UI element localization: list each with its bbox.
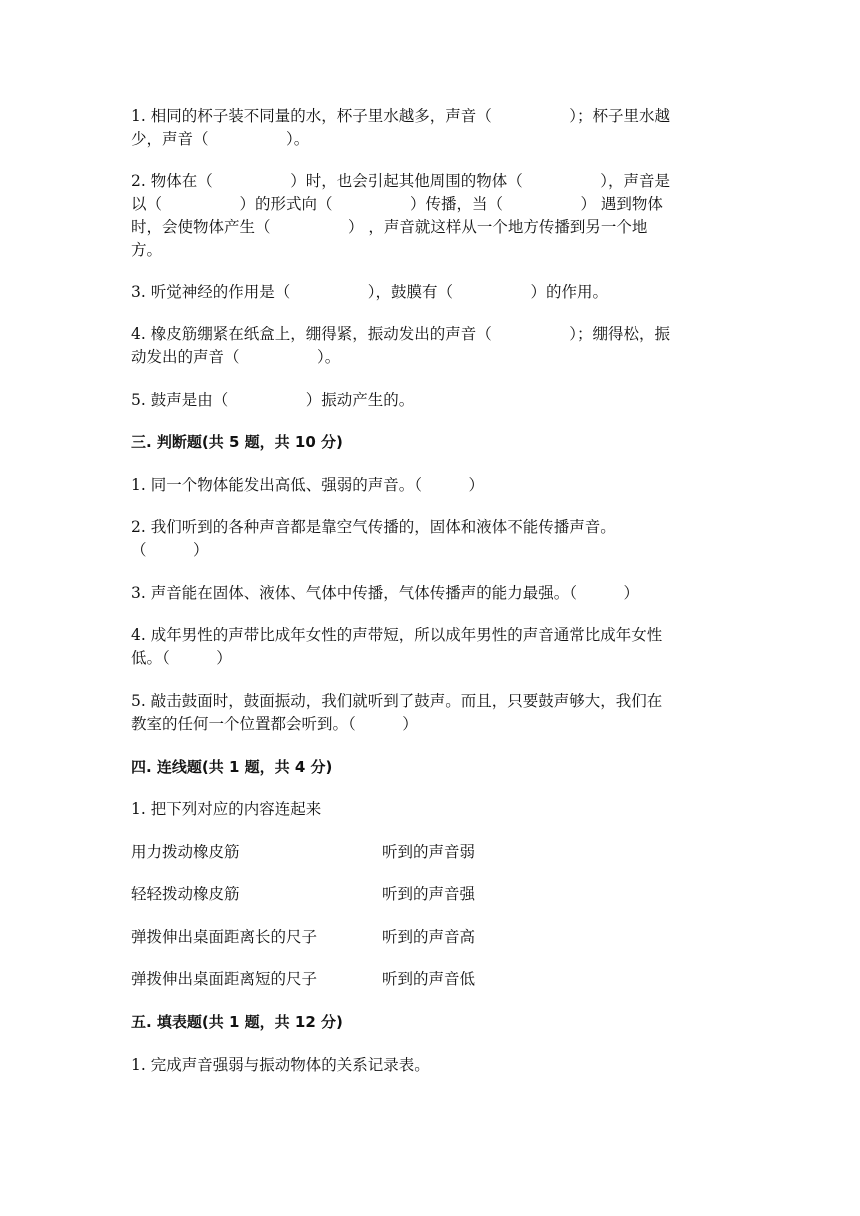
fill-q1-line2: 少，声音（ ）。 <box>131 130 310 148</box>
fill-q2-line1: 2. 物体在（ ）时，也会引起其他周围的物体（ ），声音是 <box>131 172 670 190</box>
judge-section-heading: 三. 判断题(共 5 题，共 10 分) <box>131 433 343 451</box>
match-left-item: 轻轻拨动橡皮筋 <box>131 885 240 903</box>
match-right-item: 听到的声音弱 <box>382 843 476 861</box>
match-q1-prompt: 1. 把下列对应的内容连起来 <box>131 800 322 818</box>
fill-q2-line3: 时，会使物体产生（ ） ，声音就这样从一个地方传播到另一个地 <box>131 218 648 236</box>
fill-q2-line4: 方。 <box>131 241 163 259</box>
judge-q1-line1: 1. 同一个物体能发出高低、强弱的声音。（ ） <box>131 476 484 494</box>
match-right-item: 听到的声音强 <box>382 885 476 903</box>
judge-q3-line1: 3. 声音能在固体、液体、气体中传播，气体传播声的能力最强。（ ） <box>131 584 639 602</box>
match-section-heading: 四. 连线题(共 1 题，共 4 分) <box>131 758 333 776</box>
judge-q4-line2: 低。（ ） <box>131 649 232 667</box>
match-left-item: 弹拨伸出桌面距离短的尺子 <box>131 970 318 988</box>
fill-q4-line1: 4. 橡皮筋绷紧在纸盒上，绷得紧，振动发出的声音（ ）；绷得松，振 <box>131 325 670 343</box>
judge-q5-line2: 教室的任何一个位置都会听到。（ ） <box>131 715 418 733</box>
fill-q3-line1: 3. 听觉神经的作用是（ ），鼓膜有（ ）的作用。 <box>131 283 608 301</box>
match-right-item: 听到的声音低 <box>382 970 476 988</box>
fill-q4-line2: 动发出的声音（ ）。 <box>131 348 341 366</box>
table-q1-prompt: 1. 完成声音强弱与振动物体的关系记录表。 <box>131 1056 430 1074</box>
fill-q2-line2: 以（ ）的形式向（ ）传播，当（ ） 遇到物体 <box>131 195 663 213</box>
judge-q4-line1: 4. 成年男性的声带比成年女性的声带短，所以成年男性的声音通常比成年女性 <box>131 626 663 644</box>
judge-q2-line2: （ ） <box>131 541 209 559</box>
judge-q5-line1: 5. 敲击鼓面时，鼓面振动，我们就听到了鼓声。而且，只要鼓声够大，我们在 <box>131 692 663 710</box>
fill-q1-line1: 1. 相同的杯子装不同量的水，杯子里水越多，声音（ ）；杯子里水越 <box>131 107 670 125</box>
match-left-item: 用力拨动橡皮筋 <box>131 843 240 861</box>
match-left-item: 弹拨伸出桌面距离长的尺子 <box>131 928 318 946</box>
table-section-heading: 五. 填表题(共 1 题，共 12 分) <box>131 1013 343 1031</box>
match-right-item: 听到的声音高 <box>382 928 476 946</box>
judge-q2-line1: 2. 我们听到的各种声音都是靠空气传播的，固体和液体不能传播声音。 <box>131 518 616 536</box>
fill-q5-line1: 5. 鼓声是由（ ）振动产生的。 <box>131 391 415 409</box>
